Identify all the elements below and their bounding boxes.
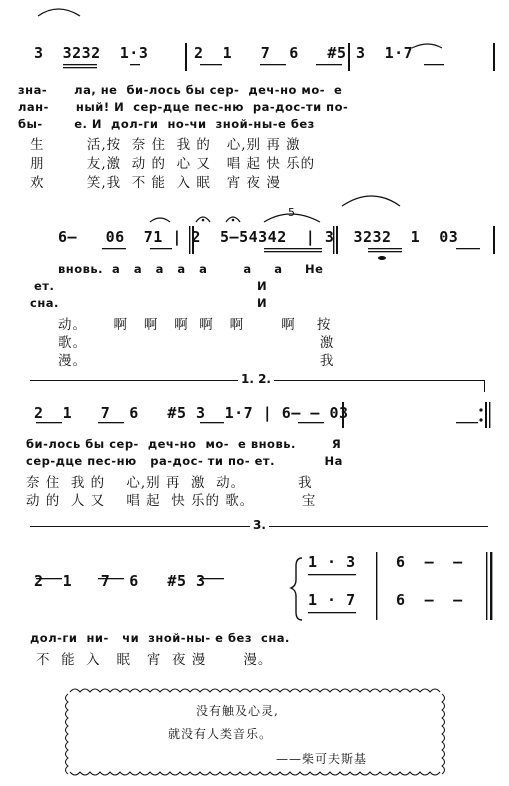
system1-notes-b: 2 1 7 6 #5 3 1·7 bbox=[194, 44, 414, 62]
beam bbox=[98, 422, 124, 423]
beam bbox=[456, 248, 480, 249]
system3-lyric-line-4: 动 的 人 又 唱 起 快 乐的 歌。 宝 bbox=[26, 493, 317, 509]
volta-line bbox=[484, 380, 485, 392]
quote-line-1: 没有触及心灵, bbox=[196, 704, 279, 718]
beam bbox=[264, 248, 322, 249]
quote-author: ——柴可夫斯基 bbox=[276, 752, 368, 766]
beam bbox=[368, 251, 402, 252]
barline bbox=[485, 402, 487, 428]
system2-lyric-line-2: ет. И bbox=[34, 279, 268, 293]
barline bbox=[493, 226, 495, 254]
beam bbox=[260, 64, 286, 65]
system1-lyric-line-3: бы- е. И дол-ги но-чи зной-ны-е без bbox=[18, 117, 315, 131]
system3-lyric-line-1: би-лось бы сер- деч-но мо- е вновь. Я bbox=[26, 437, 342, 451]
barline bbox=[185, 43, 187, 71]
beam bbox=[456, 422, 478, 423]
barline bbox=[489, 402, 490, 428]
system3-lyric-line-3: 奈 住 我 的 心,别 再 激 动。 我 bbox=[26, 475, 313, 491]
system4-upper-voice: 1 · 3 bbox=[308, 553, 356, 571]
quote-line-2: 就没有人类音乐。 bbox=[168, 727, 273, 741]
system1-lyric-line-5: 朋 友,激 动 的 心 又 唱 起 快 乐的 bbox=[30, 156, 316, 172]
beam bbox=[130, 64, 140, 65]
slur bbox=[38, 9, 80, 16]
beam bbox=[424, 64, 444, 65]
brace bbox=[291, 558, 302, 620]
beam bbox=[308, 612, 356, 613]
system1-notes-a: 3 3232 1·3 bbox=[34, 44, 149, 62]
beam bbox=[200, 422, 224, 423]
system1-lyric-line-2: лан- ный! И сер-дце пес-ню ра-дос-ти по- bbox=[18, 100, 349, 114]
slur bbox=[150, 218, 170, 222]
system4-end-upper: 6 — — bbox=[396, 553, 463, 571]
system2-lyric-line-1: вновь. а а а а а а а Не bbox=[58, 262, 324, 276]
beam bbox=[308, 574, 356, 575]
beam bbox=[368, 248, 402, 249]
system2-lyric-line-3: сна. И bbox=[30, 296, 268, 310]
volta-label-1-2: 1. 2. bbox=[238, 372, 274, 386]
slur bbox=[412, 44, 442, 48]
beam bbox=[63, 64, 97, 65]
system4-lower-voice: 1 · 7 bbox=[308, 591, 356, 609]
system3-notes: 2 1 7 6 #5 3 1·7 | 6— — 03 bbox=[34, 404, 349, 422]
system2-lyric-line-6: 漫。 我 bbox=[58, 353, 335, 369]
beam bbox=[298, 422, 324, 423]
system1-lyric-line-4: 生 活,按 奈 住 我 的 心,别 再 激 bbox=[30, 137, 301, 153]
system2-lyric-line-5: 歌。 激 bbox=[58, 335, 335, 351]
quote-border-right bbox=[442, 694, 445, 774]
barline bbox=[486, 552, 487, 620]
system4-end-lower: 6 — — bbox=[396, 591, 463, 609]
quote-border-left bbox=[66, 694, 69, 774]
system2-notes: 6— 06 71 | 2 5—54342 | 3 3232 1 03 bbox=[58, 228, 459, 246]
barline bbox=[493, 43, 495, 71]
quote-border-top bbox=[70, 689, 440, 692]
slur bbox=[342, 196, 400, 206]
system4-lyric-line-2: 不 能 入 眠 宵 夜 漫 漫。 bbox=[36, 652, 273, 668]
system4-notes: 2 1 7 6 #5 3 bbox=[34, 572, 206, 590]
tuplet-number: 5 bbox=[288, 206, 295, 219]
beam bbox=[102, 248, 126, 249]
beam bbox=[36, 422, 62, 423]
barline bbox=[490, 552, 492, 620]
system4-lyric-line-1: дол-ги ни- чи зной-ны- е без сна. bbox=[30, 631, 290, 645]
beam bbox=[150, 248, 172, 249]
system3-lyric-line-2: сер-дце пес-ню ра-дос- ти по- ет. На bbox=[26, 454, 343, 468]
beam bbox=[200, 64, 222, 65]
volta-label-3: 3. bbox=[250, 518, 269, 532]
system1-lyric-line-6: 欢 笑,我 不 能 入 眠 宵 夜 漫 bbox=[30, 175, 281, 191]
barline bbox=[376, 552, 377, 620]
beam bbox=[264, 251, 322, 252]
beam bbox=[63, 67, 97, 68]
system1-lyric-line-1: зна- ла, не би-лось бы сер- деч-но мо- е bbox=[18, 83, 343, 97]
beam bbox=[316, 64, 342, 65]
quote-border-bottom bbox=[70, 772, 440, 775]
system2-lyric-line-4: 动。 啊 啊 啊 啊 啊 啊 按 bbox=[58, 317, 332, 333]
